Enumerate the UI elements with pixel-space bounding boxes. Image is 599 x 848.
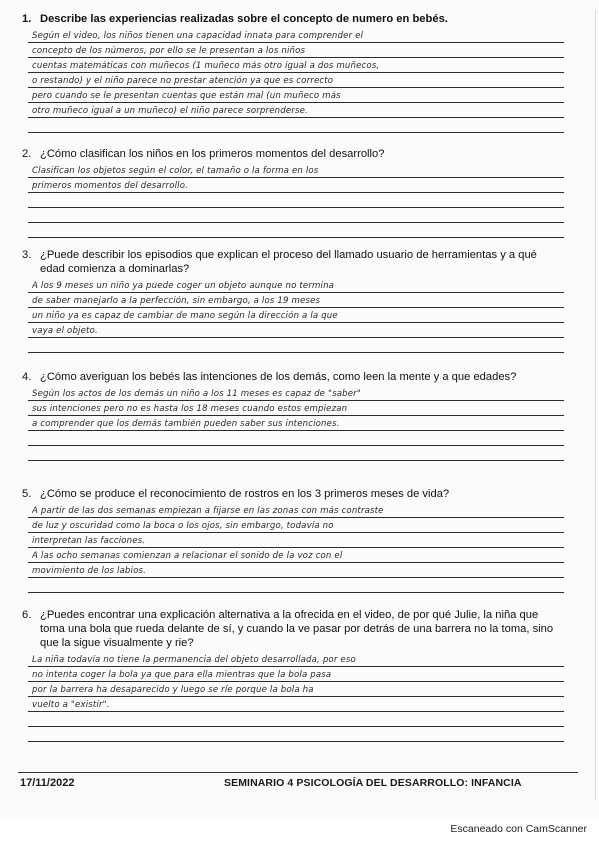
handwritten-answer: o restando) y el niño parece no prestar atención ya que es correcto: [32, 76, 334, 86]
handwritten-answer: Según los actos de los demás un niño a los 11 meses es capaz de "saber": [32, 389, 361, 399]
question-1: [22, 12, 562, 133]
answer-lines: [28, 163, 564, 238]
answer-line: [28, 401, 564, 416]
answer-line: [28, 431, 564, 446]
answer-line: [28, 652, 564, 667]
question-number: 3.: [22, 249, 32, 261]
answer-line: [28, 712, 564, 727]
footer-title: SEMINARIO 4 PSICOLOGÍA DEL DESARROLLO: INFANCIA: [224, 777, 522, 789]
handwritten-answer: cuentas matemáticas con muñecos (1 muñeco más otro igual a dos muñecos,: [32, 61, 380, 71]
question-text: ¿Cómo se produce el reconocimiento de rostros en los 3 primeros meses de vida?: [40, 488, 450, 500]
handwritten-answer: primeros momentos del desarrollo.: [32, 181, 188, 191]
handwritten-answer: otro muñeco igual a un muñeco) el niño parece sorprenderse.: [32, 106, 308, 116]
question-text: Describe las experiencias realizadas sobre el concepto de numero en bebés.: [40, 13, 448, 25]
question-text: ¿Puede describir los episodios que explican el proceso del llamado usuario de herramientas y a qué edad comienza a dominarlas?: [40, 249, 537, 275]
answer-line: [28, 446, 564, 461]
answer-line: [28, 682, 564, 697]
question-4: [22, 370, 562, 461]
handwritten-answer: vuelto a "existir".: [32, 700, 110, 710]
question-number: 6.: [22, 609, 32, 621]
question-text: ¿Cómo averiguan los bebés las intenciones de los demás, como leen la mente y a que edades?: [40, 371, 517, 383]
answer-line: [28, 88, 564, 103]
scan-edge: [595, 10, 596, 800]
handwritten-answer: A las ocho semanas comienzan a relacionar el sonido de la voz con el: [32, 551, 343, 561]
answer-lines: [28, 652, 564, 742]
answer-line: [28, 548, 564, 563]
answer-line: [28, 58, 564, 73]
answer-line: [28, 208, 564, 223]
answer-line: [28, 103, 564, 118]
handwritten-answer: A los 9 meses un niño ya puede coger un objeto aunque no termina: [32, 281, 335, 291]
answer-line: [28, 118, 564, 133]
scanner-watermark: Escaneado con CamScanner: [450, 823, 587, 835]
answer-line: [28, 28, 564, 43]
answer-line: [28, 338, 564, 353]
question-5: [22, 487, 562, 593]
handwritten-answer: a comprender que los demás también pueden saber sus intenciones.: [32, 419, 340, 429]
answer-line: [28, 308, 564, 323]
answer-line: [28, 578, 564, 593]
handwritten-answer: sus intenciones pero no es hasta los 18 meses cuando estos empiezan: [32, 404, 348, 414]
handwritten-answer: concepto de los números, por ello se le presentan a los niños: [32, 46, 306, 56]
question-6: [22, 608, 562, 742]
handwritten-answer: La niña todavía no tiene la permanencia del objeto desarrollada, por eso: [32, 655, 356, 665]
question-number: 1.: [22, 13, 32, 25]
answer-line: [28, 518, 564, 533]
question-text: ¿Puedes encontrar una explicación alternativa a la ofrecida en el video, de por qué Julie, la niña que toma una bola que rueda delante de sí, y cuando la ve pasar por detrás de una barrera no la toma, sino que la sigue visualmente y rie?: [40, 609, 554, 649]
handwritten-answer: un niño ya es capaz de cambiar de mano según la dirección a la que: [32, 311, 338, 321]
answer-line: [28, 503, 564, 518]
answer-line: [28, 293, 564, 308]
handwritten-answer: vaya el objeto.: [32, 326, 98, 336]
question-number: 5.: [22, 488, 32, 500]
question-number: 4.: [22, 371, 32, 383]
handwritten-answer: de saber manejarlo a la perfección, sin embargo, a los 19 meses: [32, 296, 321, 306]
answer-line: [28, 386, 564, 401]
answer-line: [28, 193, 564, 208]
answer-line: [28, 416, 564, 431]
answer-lines: [28, 28, 564, 133]
question-text: ¿Cómo clasifican los niños en los primeros momentos del desarrollo?: [40, 148, 385, 160]
answer-lines: [28, 503, 564, 593]
answer-line: [28, 73, 564, 88]
question-2: [22, 147, 562, 238]
answer-line: [28, 563, 564, 578]
handwritten-answer: movimiento de los labios.: [32, 566, 146, 576]
answer-line: [28, 727, 564, 742]
handwritten-answer: de luz y oscuridad como la boca o los ojos, sin embargo, todavía no: [32, 521, 334, 531]
question-number: 2.: [22, 148, 32, 160]
question-3: [22, 248, 562, 353]
answer-line: [28, 178, 564, 193]
handwritten-answer: pero cuando se le presentan cuentas que están mal (un muñeco más: [32, 91, 341, 101]
answer-line: [28, 278, 564, 293]
answer-lines: [28, 386, 564, 461]
answer-line: [28, 697, 564, 712]
handwritten-answer: Según el video, los niños tienen una capacidad innata para comprender el: [32, 31, 364, 41]
handwritten-answer: no intenta coger la bola ya que para ella mientras que la bola pasa: [32, 670, 332, 680]
footer-date: 17/11/2022: [20, 777, 75, 789]
answer-line: [28, 163, 564, 178]
answer-line: [28, 323, 564, 338]
answer-lines: [28, 278, 564, 353]
handwritten-answer: interpretan las facciones.: [32, 536, 146, 546]
handwritten-answer: por la barrera ha desaparecido y luego se ríe porque la bola ha: [32, 685, 314, 695]
handwritten-answer: A partir de las dos semanas empiezan a fijarse en las zonas con más contraste: [32, 506, 384, 516]
answer-line: [28, 533, 564, 548]
answer-line: [28, 223, 564, 238]
footer-divider: [18, 772, 578, 773]
answer-line: [28, 667, 564, 682]
handwritten-answer: Clasifican los objetos según el color, el tamaño o la forma en los: [32, 166, 319, 176]
answer-line: [28, 43, 564, 58]
